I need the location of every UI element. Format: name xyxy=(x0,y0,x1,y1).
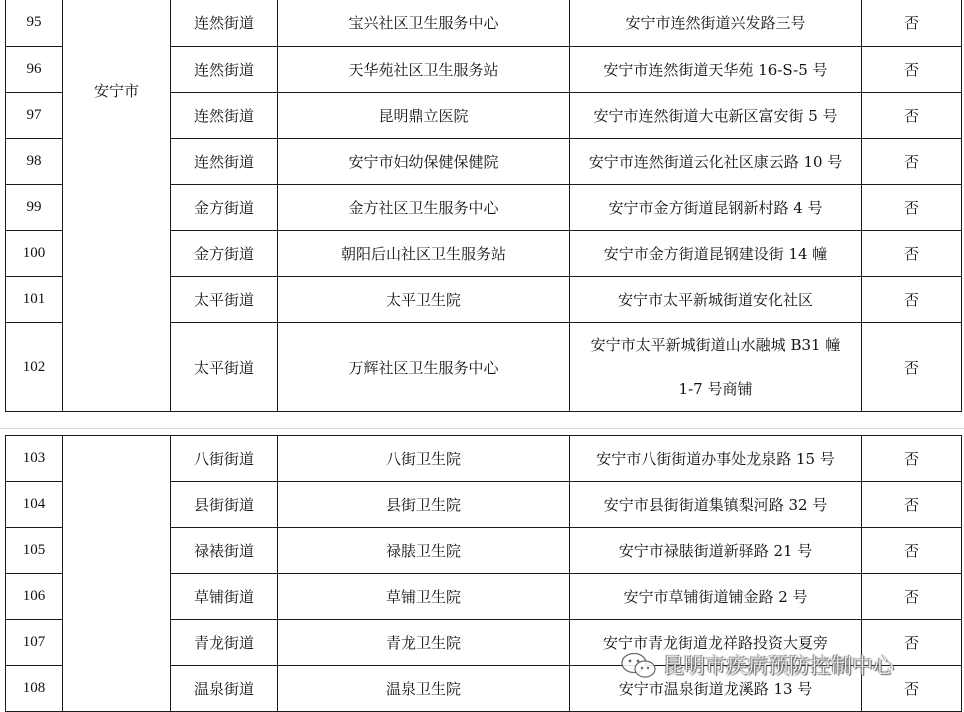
street-cell: 青龙街道 xyxy=(171,620,278,666)
row-number: 97 xyxy=(6,93,63,139)
facility-table-bottom xyxy=(5,435,962,712)
address-cell: 安宁市太平新城街道山水融城 B31 幢 1-7 号商铺 xyxy=(570,323,862,412)
row-number: 96 xyxy=(6,47,63,93)
row-number: 107 xyxy=(6,620,63,666)
street-cell: 连然街道 xyxy=(171,93,278,139)
watermark-text: 昆明市疾病预防控制中心 xyxy=(663,654,894,678)
facility-name-cell: 天华苑社区卫生服务站 xyxy=(278,47,570,93)
facility-name-cell: 太平卫生院 xyxy=(278,277,570,323)
row-number: 100 xyxy=(6,231,63,277)
address-cell: 安宁市连然街道兴发路三号 xyxy=(570,0,862,47)
row-number: 105 xyxy=(6,528,63,574)
street-cell: 连然街道 xyxy=(171,47,278,93)
facility-name-cell: 朝阳后山社区卫生服务站 xyxy=(278,231,570,277)
facility-name-cell: 禄脿卫生院 xyxy=(278,528,570,574)
street-cell: 八街街道 xyxy=(171,436,278,482)
address-cell: 安宁市金方街道昆钢建设街 14 幢 xyxy=(570,231,862,277)
address-cell: 安宁市青龙街道龙祥路投资大夏旁 xyxy=(570,620,862,666)
flag-cell: 否 xyxy=(862,139,962,185)
row-number: 106 xyxy=(6,574,63,620)
row-number: 108 xyxy=(6,666,63,712)
facility-name-cell: 青龙卫生院 xyxy=(278,620,570,666)
street-cell: 金方街道 xyxy=(171,185,278,231)
address-cell: 安宁市连然街道天华苑 16-S-5 号 xyxy=(570,47,862,93)
flag-cell: 否 xyxy=(862,620,962,666)
address-cell: 安宁市禄脿街道新驿路 21 号 xyxy=(570,528,862,574)
row-number: 102 xyxy=(6,323,63,412)
city-cell: 安宁市 xyxy=(63,0,171,412)
row-number: 104 xyxy=(6,482,63,528)
flag-cell: 否 xyxy=(862,47,962,93)
row-number: 101 xyxy=(6,277,63,323)
address-cell: 安宁市八街街道办事处龙泉路 15 号 xyxy=(570,436,862,482)
facility-name-cell: 温泉卫生院 xyxy=(278,666,570,712)
flag-cell: 否 xyxy=(862,666,962,712)
table-row xyxy=(6,436,962,482)
street-cell: 太平街道 xyxy=(171,323,278,412)
flag-cell: 否 xyxy=(862,323,962,412)
street-cell: 连然街道 xyxy=(171,139,278,185)
facility-name-cell: 宝兴社区卫生服务中心 xyxy=(278,0,570,47)
address-cell: 安宁市温泉街道龙溪路 13 号 xyxy=(570,666,862,712)
street-cell: 县街街道 xyxy=(171,482,278,528)
facility-name-cell: 金方社区卫生服务中心 xyxy=(278,185,570,231)
facility-name-cell: 草铺卫生院 xyxy=(278,574,570,620)
table-row xyxy=(6,0,962,47)
address-cell: 安宁市太平新城街道安化社区 xyxy=(570,277,862,323)
facility-name-cell: 万辉社区卫生服务中心 xyxy=(278,323,570,412)
row-number: 95 xyxy=(6,0,63,47)
street-cell: 草铺街道 xyxy=(171,574,278,620)
flag-cell: 否 xyxy=(862,436,962,482)
address-cell: 安宁市连然街道云化社区康云路 10 号 xyxy=(570,139,862,185)
row-number: 99 xyxy=(6,185,63,231)
flag-cell: 否 xyxy=(862,231,962,277)
street-cell: 太平街道 xyxy=(171,277,278,323)
flag-cell: 否 xyxy=(862,574,962,620)
street-cell: 金方街道 xyxy=(171,231,278,277)
page-break-line xyxy=(0,428,964,429)
facility-name-cell: 县街卫生院 xyxy=(278,482,570,528)
address-cell: 安宁市金方街道昆钢新村路 4 号 xyxy=(570,185,862,231)
address-cell: 安宁市草铺街道铺金路 2 号 xyxy=(570,574,862,620)
facility-name-cell: 安宁市妇幼保健保健院 xyxy=(278,139,570,185)
facility-name-cell: 八街卫生院 xyxy=(278,436,570,482)
row-number: 98 xyxy=(6,139,63,185)
address-cell: 安宁市县街街道集镇梨河路 32 号 xyxy=(570,482,862,528)
flag-cell: 否 xyxy=(862,482,962,528)
street-cell: 禄裱街道 xyxy=(171,528,278,574)
street-cell: 连然街道 xyxy=(171,0,278,47)
address-cell: 安宁市连然街道大屯新区富安街 5 号 xyxy=(570,93,862,139)
row-number: 103 xyxy=(6,436,63,482)
facility-table-top xyxy=(5,0,962,412)
flag-cell: 否 xyxy=(862,528,962,574)
city-cell-empty xyxy=(63,436,171,712)
facility-name-cell: 昆明鼎立医院 xyxy=(278,93,570,139)
flag-cell: 否 xyxy=(862,0,962,47)
flag-cell: 否 xyxy=(862,93,962,139)
flag-cell: 否 xyxy=(862,277,962,323)
street-cell: 温泉街道 xyxy=(171,666,278,712)
page-break-gap xyxy=(0,416,964,435)
flag-cell: 否 xyxy=(862,185,962,231)
